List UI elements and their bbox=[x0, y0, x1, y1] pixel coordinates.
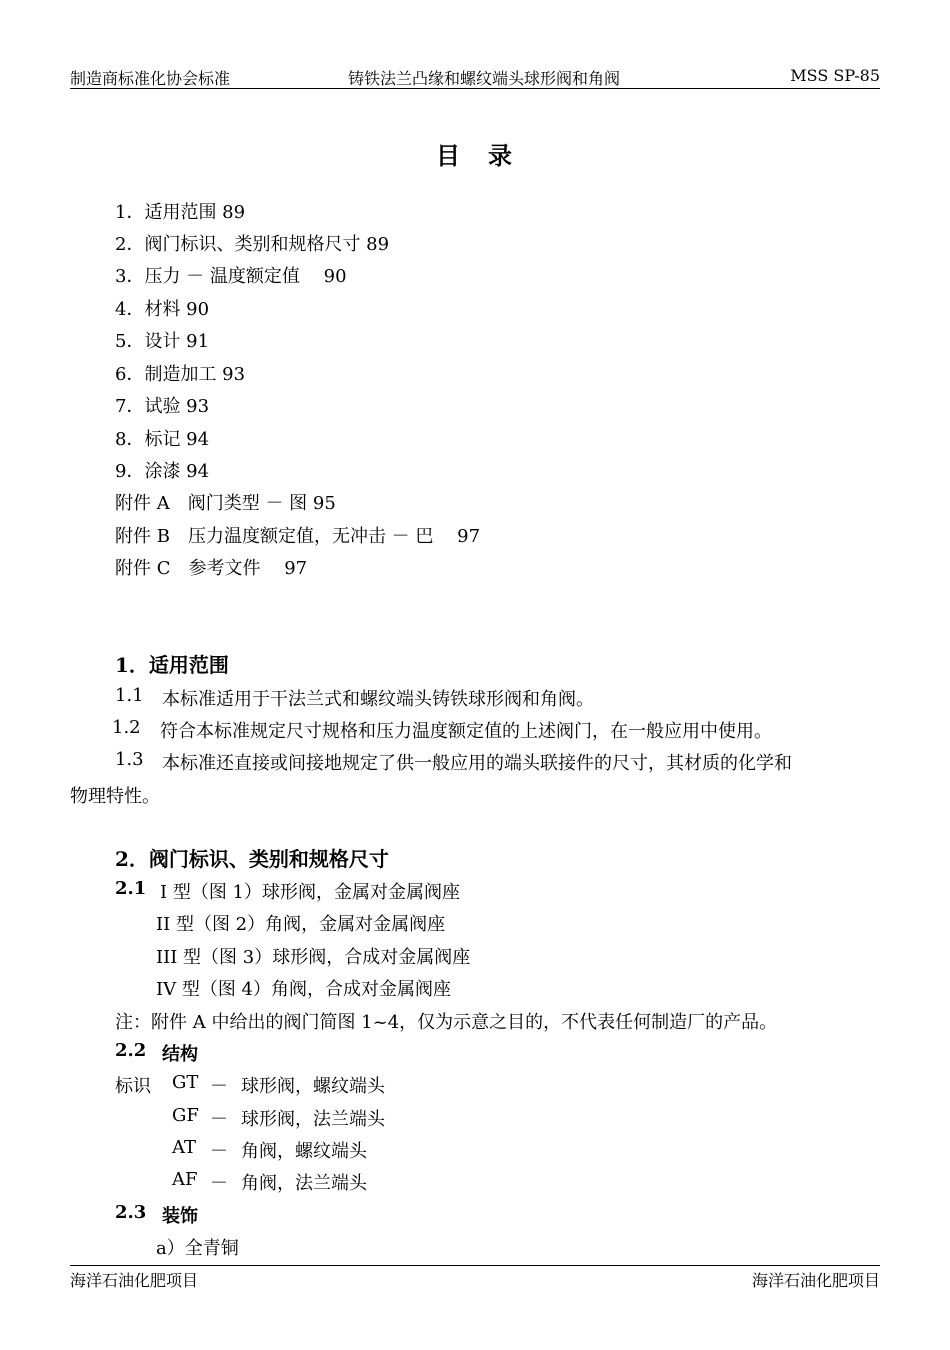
para-1-1-num: 1.1 bbox=[115, 685, 144, 706]
structure-desc: 球形阀，螺纹端头 bbox=[241, 1076, 385, 1097]
section-1-heading: 1．适用范围 bbox=[115, 653, 229, 677]
structure-label: 标识 bbox=[115, 1076, 151, 1097]
para-2-3-title: 装饰 bbox=[162, 1206, 198, 1227]
toc-item: 9．涂漆 94 bbox=[115, 461, 210, 482]
para-2-2-num: 2.2 bbox=[115, 1040, 147, 1061]
section-2-heading: 2．阀门标识、类别和规格尺寸 bbox=[115, 847, 389, 871]
para-1-2-text: 符合本标准规定尺寸规格和压力温度额定值的上述阀门，在一般应用中使用。 bbox=[160, 721, 772, 742]
toc-title: 目 录 bbox=[436, 141, 514, 170]
structure-desc: 角阀，螺纹端头 bbox=[241, 1141, 367, 1162]
structure-desc: 球形阀，法兰端头 bbox=[241, 1109, 385, 1130]
type-item: III 型（图 3）球形阀，合成对金属阀座 bbox=[156, 947, 471, 968]
footer-left: 海洋石油化肥项目 bbox=[70, 1271, 199, 1290]
structure-code: AF bbox=[172, 1169, 198, 1190]
toc-item: 2．阀门标识、类别和规格尺寸 89 bbox=[115, 234, 390, 255]
toc-item: 3．压力 － 温度额定值 90 bbox=[115, 266, 347, 287]
note: 注：附件 A 中给出的阀门简图 1~4，仅为示意之目的，不代表任何制造厂的产品。 bbox=[115, 1012, 778, 1033]
type-item: IV 型（图 4）角阀，合成对金属阀座 bbox=[156, 979, 452, 1000]
header-center: 铸铁法兰凸缘和螺纹端头球形阀和角阀 bbox=[348, 69, 621, 88]
toc-item: 5．设计 91 bbox=[115, 331, 210, 352]
para-2-2-title: 结构 bbox=[162, 1044, 198, 1065]
structure-dash: － bbox=[210, 1141, 228, 1162]
toc-item: 附件 B 压力温度额定值，无冲击 － 巴 97 bbox=[115, 526, 481, 547]
para-1-2-num: 1.2 bbox=[112, 717, 141, 738]
footer-rule bbox=[70, 1265, 880, 1266]
footer-right: 海洋石油化肥项目 bbox=[751, 1271, 880, 1290]
type-item: II 型（图 2）角阀，金属对金属阀座 bbox=[156, 914, 446, 935]
header-right: MSS SP-85 bbox=[790, 66, 880, 85]
toc-item: 1．适用范围 89 bbox=[115, 202, 246, 223]
structure-code: AT bbox=[172, 1137, 197, 1158]
toc-item: 4．材料 90 bbox=[115, 299, 210, 320]
structure-code: GF bbox=[172, 1105, 199, 1126]
structure-code: GT bbox=[172, 1072, 199, 1093]
para-2-3-num: 2.3 bbox=[115, 1202, 147, 1223]
trim-item: a）全青铜 bbox=[156, 1238, 239, 1259]
para-1-3-num: 1.3 bbox=[115, 749, 144, 770]
toc-item: 7．试验 93 bbox=[115, 396, 210, 417]
structure-dash: － bbox=[210, 1076, 228, 1097]
header-rule bbox=[70, 88, 880, 89]
para-2-1-num: 2.1 bbox=[115, 878, 147, 899]
toc-item: 附件 C 参考文件 97 bbox=[115, 558, 308, 579]
para-1-3-text: 本标准还直接或间接地规定了供一般应用的端头联接件的尺寸，其材质的化学和 bbox=[162, 753, 792, 774]
structure-dash: － bbox=[210, 1109, 228, 1130]
header-left: 制造商标准化协会标准 bbox=[70, 69, 231, 88]
type-item: I 型（图 1）球形阀，金属对金属阀座 bbox=[160, 882, 461, 903]
para-1-1-text: 本标准适用于干法兰式和螺纹端头铸铁球形阀和角阀。 bbox=[162, 689, 594, 710]
toc-item: 附件 A 阀门类型 － 图 95 bbox=[115, 493, 336, 514]
toc-item: 6．制造加工 93 bbox=[115, 364, 246, 385]
structure-dash: － bbox=[210, 1173, 228, 1194]
structure-desc: 角阀，法兰端头 bbox=[241, 1173, 367, 1194]
toc-item: 8．标记 94 bbox=[115, 429, 210, 450]
para-1-3-text-cont: 物理特性。 bbox=[70, 786, 160, 807]
